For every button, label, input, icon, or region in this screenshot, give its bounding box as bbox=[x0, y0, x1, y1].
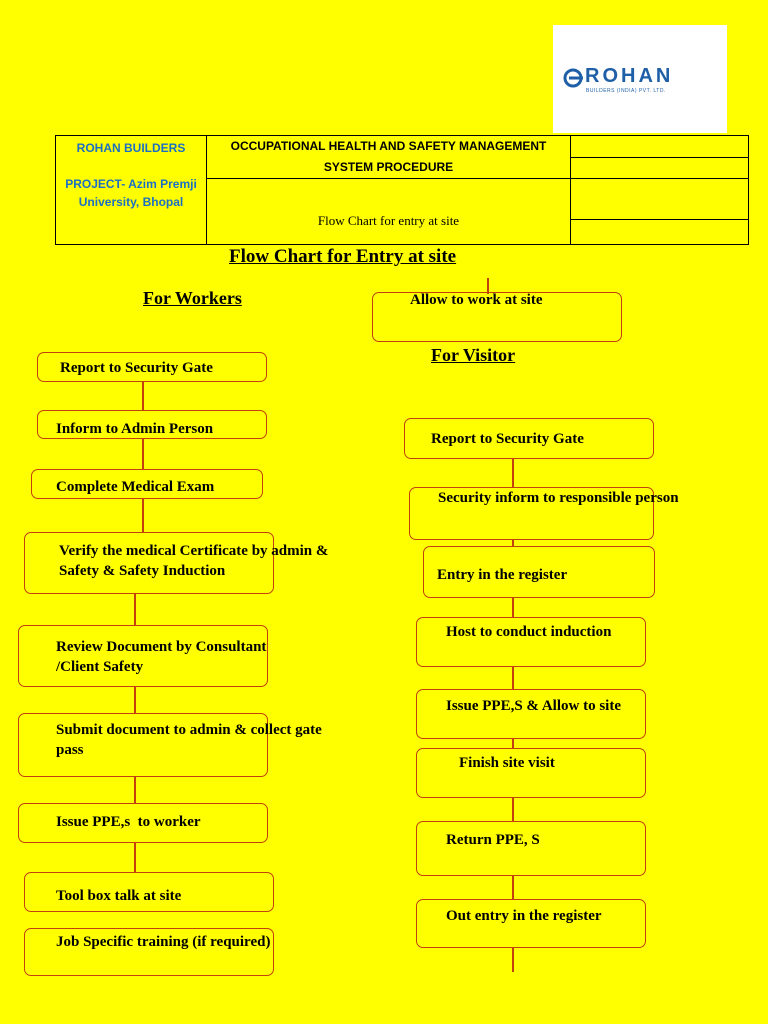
company-name: ROHAN BUILDERS bbox=[76, 141, 186, 155]
worker-step-label: Verify the medical Certificate by admin & Safety & Safety Induction bbox=[59, 543, 329, 579]
rohan-logo-icon bbox=[563, 68, 583, 88]
visitor-step-label: Out entry in the register bbox=[446, 908, 602, 924]
visitor-step-label: Entry in the register bbox=[437, 567, 568, 583]
header-empty-cell-2 bbox=[571, 158, 749, 179]
document-title: Flow Chart for entry at site bbox=[207, 179, 571, 245]
visitor-step-label: Issue PPE,S & Allow to site bbox=[446, 698, 622, 714]
connector bbox=[134, 776, 136, 803]
connector bbox=[142, 381, 144, 410]
connector bbox=[134, 594, 136, 625]
logo-name: ROHAN bbox=[585, 65, 674, 87]
header-empty-cell-1 bbox=[571, 136, 749, 158]
logo-subtitle: BUILDERS (INDIA) PVT. LTD. bbox=[586, 88, 666, 94]
connector bbox=[142, 438, 144, 469]
workers-heading: For Workers bbox=[143, 288, 242, 308]
header-table bbox=[55, 135, 749, 245]
visitor-step-label: Security inform to responsible person bbox=[438, 490, 679, 506]
project-name: PROJECT- Azim Premji University, Bhopal bbox=[65, 177, 197, 209]
header-empty-cell-4 bbox=[571, 220, 749, 245]
system-title-line2: SYSTEM PROCEDURE bbox=[323, 160, 454, 174]
connector bbox=[512, 597, 514, 617]
connector bbox=[512, 666, 514, 689]
connector bbox=[512, 875, 514, 899]
visitor-step-label: Report to Security Gate bbox=[431, 431, 584, 447]
worker-step-label: Submit document to admin & collect gate pass bbox=[56, 722, 322, 758]
worker-step-label: Report to Security Gate bbox=[60, 360, 213, 376]
worker-step-label: Review Document by Consultant /Client Safety bbox=[56, 639, 267, 675]
connector bbox=[512, 797, 514, 821]
connector bbox=[512, 947, 514, 972]
visitor-step-label: Return PPE, S bbox=[446, 832, 540, 848]
worker-step-label: Job Specific training (if required) bbox=[56, 934, 271, 950]
main-title: Flow Chart for Entry at site bbox=[229, 246, 457, 267]
header-empty-cell-3 bbox=[571, 179, 749, 220]
worker-step-label: Tool box talk at site bbox=[56, 888, 182, 904]
company-cell bbox=[56, 136, 207, 245]
allow-work-label: Allow to work at site bbox=[410, 292, 543, 308]
connector bbox=[142, 498, 144, 533]
worker-step-label: Inform to Admin Person bbox=[56, 421, 214, 437]
visitor-step-label: Host to conduct induction bbox=[446, 624, 612, 640]
connector bbox=[512, 458, 514, 487]
visitor-heading: For Visitor bbox=[431, 345, 516, 365]
worker-step-label: Issue PPE,s to worker bbox=[56, 814, 201, 830]
worker-step-label: Complete Medical Exam bbox=[56, 479, 215, 495]
connector bbox=[512, 738, 514, 748]
company-logo bbox=[553, 25, 727, 133]
system-title-cell bbox=[207, 136, 571, 179]
visitor-step-label: Finish site visit bbox=[459, 755, 555, 771]
connector bbox=[134, 842, 136, 872]
system-title-line1: OCCUPATIONAL HEALTH AND SAFETY MANAGEMENT bbox=[230, 139, 547, 153]
connector bbox=[134, 687, 136, 714]
